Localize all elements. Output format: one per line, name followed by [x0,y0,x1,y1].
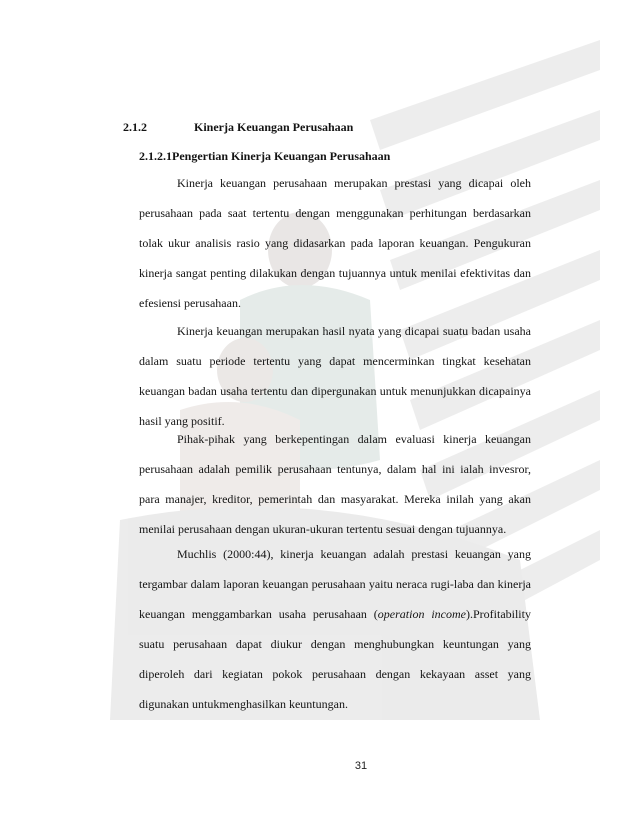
paragraph-4 [139,539,531,719]
subsection-heading [139,148,390,164]
paragraph-4-text-after: ).Profitability suatu perusahaan dapat diukur dengan menghubungkan keuntungan yang diperoleh dari kegiatan pokok perusahaan dengan kekayaan asset yang digunakan untukmenghasilkan keuntungan. [139,607,531,711]
page-number: 31 [354,760,368,772]
subsection-title: Pengertian Kinerja Keuangan Perusahaan [172,149,391,163]
paragraph-4-italic-term: operation income [377,607,466,621]
paragraph-4-text-before: Muchlis (2000:44), kinerja keuangan adalah prestasi keuangan yang tergambar dalam laporan keuangan perusahaan yaitu neraca rugi-laba dan kinerja keuangan menggambarkan usaha perusahaan ( [139,547,531,621]
paragraph-1: Kinerja keuangan perusahaan merupakan prestasi yang dicapai oleh perusahaan pada saat tertentu dengan menggunakan perhitungan berdasarkan tolak ukur analisis rasio yang didasarkan pada laporan keuangan. Pengukuran kinerja sangat penting dilakukan dengan tujuannya untuk menilai efektivitas dan efesiensi perusahaan. [139,176,531,310]
section-heading [123,119,353,135]
paragraph-3: Pihak-pihak yang berkepentingan dalam evaluasi kinerja keuangan perusahaan adalah pemilik perusahaan tentunya, dalam hal ini ialah invesror, para manajer, kreditor, pemerintah dan masyarakat. Mereka inilah yang akan menilai perusahaan dengan ukuran-ukuran tertentu sesuai dengan tujuannya. [139,432,531,536]
subsection-number: 2.1.2.1 [139,149,172,163]
section-title: Kinerja Keuangan Perusahaan [194,120,354,134]
paragraph-2: Kinerja keuangan merupakan hasil nyata yang dicapai suatu badan usaha dalam suatu periode tertentu yang dapat mencerminkan tingkat kesehatan keuangan badan usaha tertentu dan dipergunakan untuk menunjukkan dicapainya hasil yang positif. [139,324,531,428]
section-number: 2.1.2 [123,120,147,134]
